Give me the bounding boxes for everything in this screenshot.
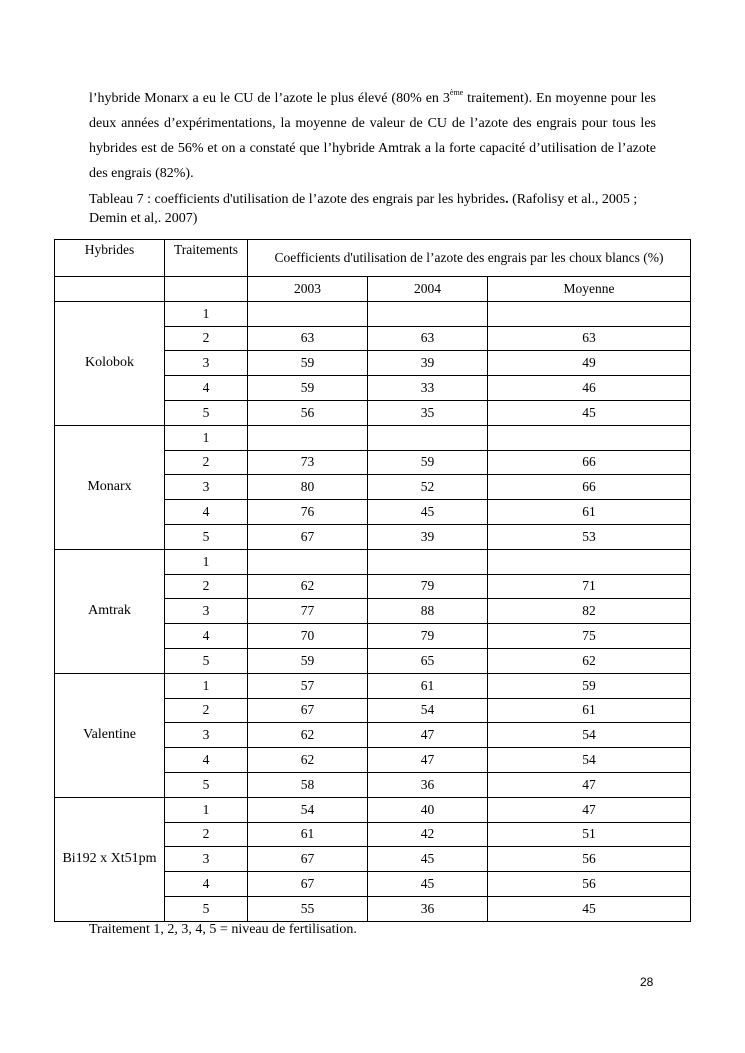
value-2003-cell: 67 [248,847,368,872]
traitement-cell: 4 [165,872,248,897]
page-number: 28 [640,975,654,989]
paragraph-superscript: ème [449,88,464,97]
value-moyenne-cell: 61 [488,500,691,525]
traitement-cell: 5 [165,648,248,673]
value-2003-cell: 80 [248,475,368,500]
value-2004-cell: 45 [368,847,488,872]
caption-references: (Rafolisy et al., 2005 ; Demin et al,. 2007) [89,192,638,226]
subheader-empty-cell [55,277,165,302]
value-2004-cell: 63 [368,326,488,351]
table-body [55,301,691,921]
traitement-cell: 3 [165,847,248,872]
value-2003-cell: 62 [248,574,368,599]
traitement-cell: 1 [165,673,248,698]
value-moyenne-cell: 61 [488,698,691,723]
value-2003-cell: 59 [248,648,368,673]
traitement-cell: 2 [165,822,248,847]
value-moyenne-cell [488,425,691,450]
value-2003-cell: 57 [248,673,368,698]
header-hybrides: Hybrides [55,240,165,277]
traitement-cell: 1 [165,549,248,574]
value-moyenne-cell: 51 [488,822,691,847]
value-2004-cell: 36 [368,772,488,797]
traitement-cell: 1 [165,301,248,326]
value-moyenne-cell: 59 [488,673,691,698]
traitement-cell: 1 [165,797,248,822]
hybrid-name-cell: Valentine [55,673,165,797]
value-moyenne-cell: 54 [488,723,691,748]
value-2004-cell: 45 [368,500,488,525]
traitement-cell: 5 [165,400,248,425]
value-2004-cell: 47 [368,748,488,773]
subheader-2004: 2004 [368,277,488,302]
table-row [55,797,691,822]
traitement-cell: 5 [165,896,248,921]
value-2004-cell [368,425,488,450]
value-2004-cell: 52 [368,475,488,500]
body-paragraph [89,86,656,186]
hybrid-name-cell: Kolobok [55,301,165,425]
cu-azote-table [54,239,691,922]
hybrid-name-cell: Monarx [55,425,165,549]
value-2004-cell: 59 [368,450,488,475]
value-2004-cell: 36 [368,896,488,921]
value-2003-cell: 76 [248,500,368,525]
value-moyenne-cell: 56 [488,872,691,897]
value-2004-cell: 45 [368,872,488,897]
traitement-cell: 4 [165,624,248,649]
value-moyenne-cell: 49 [488,351,691,376]
header-traitements: Traitements [165,240,248,277]
value-2003-cell: 54 [248,797,368,822]
traitement-cell: 2 [165,326,248,351]
paragraph-text-1: l’hybride Monarx a eu le CU de l’azote le plus élevé (80% en 3 [89,91,450,106]
value-2004-cell: 39 [368,351,488,376]
value-2003-cell: 77 [248,599,368,624]
value-moyenne-cell [488,301,691,326]
value-2003-cell: 59 [248,376,368,401]
subheader-moyenne: Moyenne [488,277,691,302]
value-2004-cell: 61 [368,673,488,698]
value-2003-cell: 73 [248,450,368,475]
value-2004-cell: 47 [368,723,488,748]
value-2004-cell: 79 [368,574,488,599]
table-caption [89,190,659,228]
value-moyenne-cell: 63 [488,326,691,351]
value-2003-cell: 70 [248,624,368,649]
value-moyenne-cell: 66 [488,450,691,475]
value-moyenne-cell: 71 [488,574,691,599]
value-2003-cell [248,301,368,326]
value-moyenne-cell: 75 [488,624,691,649]
value-2003-cell: 67 [248,872,368,897]
traitement-cell: 4 [165,748,248,773]
subheader-2003: 2003 [248,277,368,302]
value-2004-cell: 39 [368,524,488,549]
traitement-cell: 3 [165,351,248,376]
value-2003-cell: 61 [248,822,368,847]
traitement-cell: 3 [165,599,248,624]
value-2003-cell: 56 [248,400,368,425]
value-2004-cell [368,549,488,574]
value-2004-cell: 88 [368,599,488,624]
value-2003-cell: 62 [248,748,368,773]
traitement-cell: 4 [165,376,248,401]
value-moyenne-cell: 66 [488,475,691,500]
traitement-cell: 2 [165,574,248,599]
table-footnote: Traitement 1, 2, 3, 4, 5 = niveau de fertilisation. [89,922,357,937]
value-2004-cell: 40 [368,797,488,822]
value-moyenne-cell: 54 [488,748,691,773]
table-row [55,549,691,574]
value-2003-cell: 59 [248,351,368,376]
value-2004-cell [368,301,488,326]
table-row [55,301,691,326]
value-moyenne-cell: 46 [488,376,691,401]
traitement-cell: 2 [165,698,248,723]
paragraph-text-2: traitement). En moyenne pour les deux années d’expérimentations, la moyenne de valeur de CU de l’azote des engrais pour tous les hybrides est de 56% et on a constaté que l’hybride Amtrak a la forte capacité d’utilisation de l’azote des engrais (82%). [89,91,657,181]
subheader-empty-cell [165,277,248,302]
value-moyenne-cell [488,549,691,574]
traitement-cell: 3 [165,475,248,500]
value-moyenne-cell: 45 [488,400,691,425]
table-row [55,673,691,698]
value-2003-cell: 67 [248,524,368,549]
value-moyenne-cell: 45 [488,896,691,921]
value-2003-cell [248,425,368,450]
value-2004-cell: 33 [368,376,488,401]
value-2003-cell [248,549,368,574]
value-moyenne-cell: 47 [488,772,691,797]
caption-dot: . [505,192,509,207]
value-2003-cell: 55 [248,896,368,921]
table-subheader-row [55,277,691,302]
value-2004-cell: 54 [368,698,488,723]
traitement-cell: 2 [165,450,248,475]
value-moyenne-cell: 53 [488,524,691,549]
value-2003-cell: 62 [248,723,368,748]
table-header-row [55,240,691,277]
traitement-cell: 1 [165,425,248,450]
value-moyenne-cell: 82 [488,599,691,624]
value-2004-cell: 65 [368,648,488,673]
hybrid-name-cell: Bi192 x Xt51pm [55,797,165,921]
value-2003-cell: 58 [248,772,368,797]
header-coefficients: Coefficients d'utilisation de l’azote des engrais par les choux blancs (%) [248,240,691,277]
value-2004-cell: 79 [368,624,488,649]
traitement-cell: 5 [165,772,248,797]
traitement-cell: 3 [165,723,248,748]
value-2003-cell: 63 [248,326,368,351]
caption-title: Tableau 7 : coefficients d'utilisation de l’azote des engrais par les hybrides [89,192,506,207]
value-moyenne-cell: 62 [488,648,691,673]
value-2004-cell: 42 [368,822,488,847]
table-row [55,425,691,450]
value-moyenne-cell: 47 [488,797,691,822]
value-2003-cell: 67 [248,698,368,723]
value-moyenne-cell: 56 [488,847,691,872]
traitement-cell: 4 [165,500,248,525]
hybrid-name-cell: Amtrak [55,549,165,673]
traitement-cell: 5 [165,524,248,549]
value-2004-cell: 35 [368,400,488,425]
